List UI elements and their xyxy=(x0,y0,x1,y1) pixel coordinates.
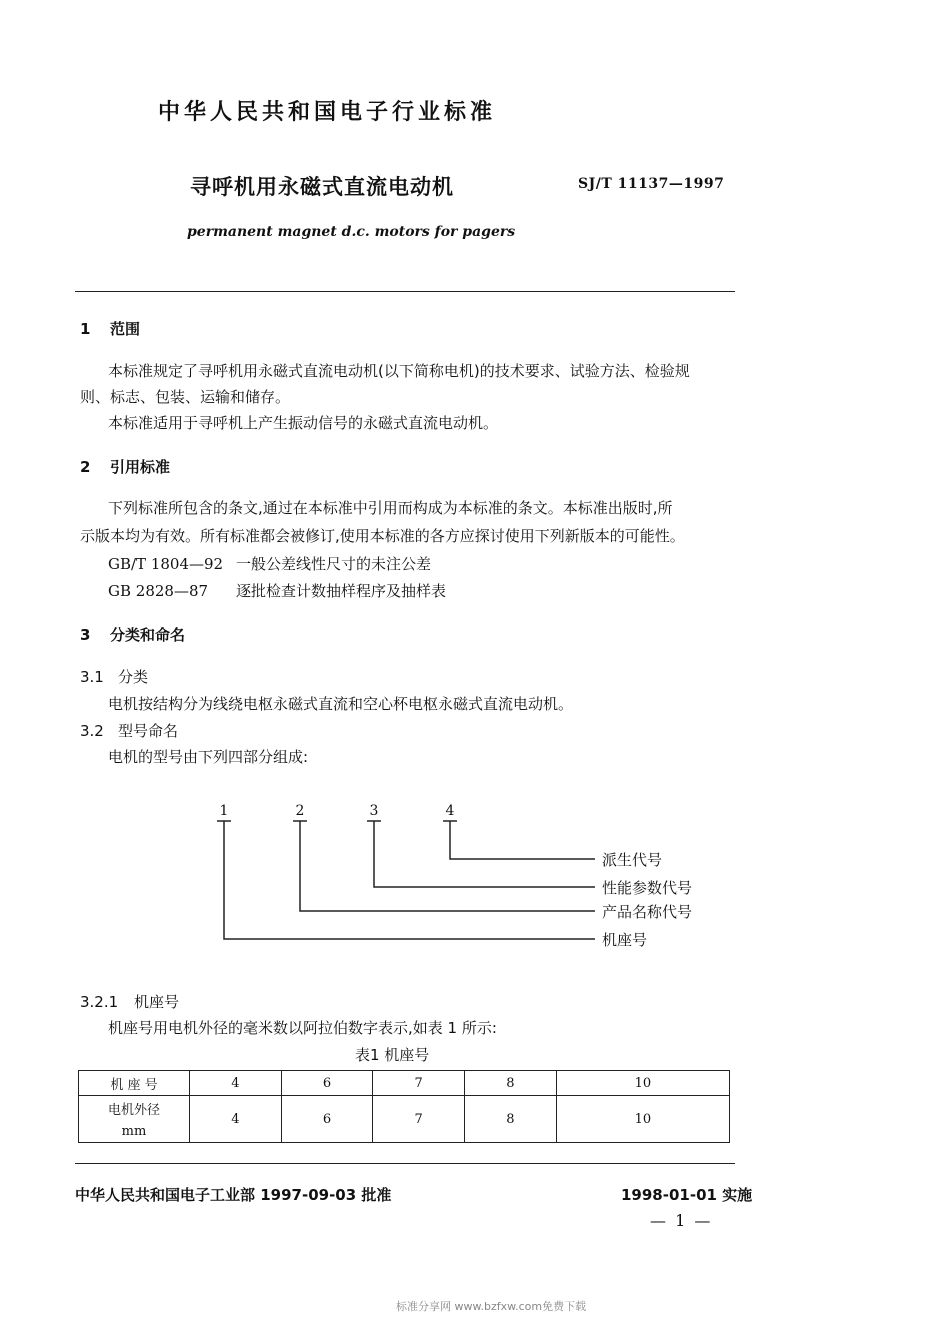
paragraph-line: 电机的型号由下列四部分组成: xyxy=(108,748,309,766)
table-caption: 表1 机座号 xyxy=(355,1046,430,1064)
diagram-label-product-name-code: 产品名称代号 xyxy=(602,903,693,921)
document-title: 寻呼机用永磁式直流电动机 xyxy=(190,175,454,199)
table-cell: 4 xyxy=(190,1096,282,1143)
subsection-number: 3.1 xyxy=(80,668,104,686)
header-divider xyxy=(75,291,735,292)
subsection-number: 3.2.1 xyxy=(80,993,119,1011)
section-number: 1 xyxy=(80,320,91,338)
footer-divider xyxy=(75,1163,735,1164)
approval-line: 中华人民共和国电子工业部 1997-09-03 批准 xyxy=(75,1186,392,1204)
table-row xyxy=(79,1071,730,1096)
table-cell: 6 xyxy=(281,1071,373,1096)
table-cell: 8 xyxy=(465,1096,557,1143)
watermark: 标准分享网 www.bzfxw.com免费下载 xyxy=(396,1300,587,1313)
table-cell: 10 xyxy=(556,1071,729,1096)
reference-code: GB/T 1804—92 xyxy=(108,555,224,573)
diagram-label-performance-code: 性能参数代号 xyxy=(602,879,693,897)
section-title: 引用标准 xyxy=(110,458,171,476)
table-cell: 7 xyxy=(373,1071,465,1096)
table-cell: 7 xyxy=(373,1096,465,1143)
table-cell: 8 xyxy=(465,1071,557,1096)
reference-code: GB 2828—87 xyxy=(108,582,209,600)
paragraph-line: 机座号用电机外径的毫米数以阿拉伯数字表示,如表 1 所示: xyxy=(108,1019,497,1037)
paragraph-line: 本标准适用于寻呼机上产生振动信号的永磁式直流电动机。 xyxy=(108,414,499,432)
subsection-title: 型号命名 xyxy=(118,722,179,740)
row-header-unit: mm xyxy=(121,1124,147,1139)
leader-line-4 xyxy=(450,821,595,859)
paragraph-line: 本标准规定了寻呼机用永磁式直流电动机(以下简称电机)的技术要求、试验方法、检验规 xyxy=(108,362,690,380)
diagram-marker-3: 3 xyxy=(369,803,379,819)
paragraph-line: 则、标志、包装、运输和储存。 xyxy=(80,388,291,406)
diagram-label-frame-number: 机座号 xyxy=(602,931,648,949)
model-naming-diagram xyxy=(200,795,720,965)
section-number: 2 xyxy=(80,458,91,476)
leader-line-1 xyxy=(224,821,595,939)
diagram-marker-2: 2 xyxy=(295,803,305,819)
section-number: 3 xyxy=(80,626,91,644)
standard-code: SJ/T 11137—1997 xyxy=(578,176,725,192)
reference-title: 逐批检查计数抽样程序及抽样表 xyxy=(236,582,447,600)
leader-line-3 xyxy=(374,821,595,887)
table-row-header: 机 座 号 xyxy=(79,1071,190,1096)
paragraph-line: 电机按结构分为线绕电枢永磁式直流和空心杯电枢永磁式直流电动机。 xyxy=(108,695,574,713)
section-title: 范围 xyxy=(110,320,141,338)
section-1-heading xyxy=(80,318,140,339)
row-header-line: 电机外径 xyxy=(107,1103,160,1118)
table-cell: 10 xyxy=(556,1096,729,1143)
diagram-marker-1: 1 xyxy=(219,803,229,819)
org-header: 中华人民共和国电子行业标准 xyxy=(158,100,497,125)
diagram-label-derivative-code: 派生代号 xyxy=(602,851,663,869)
diagram-marker-4: 4 xyxy=(445,803,455,819)
subsection-title: 机座号 xyxy=(134,993,180,1011)
paragraph-line: 示版本均为有效。所有标准都会被修订,使用本标准的各方应探讨使用下列新版本的可能性。 xyxy=(80,527,685,545)
table-row-header xyxy=(79,1096,190,1143)
subsection-3-2-heading xyxy=(80,720,178,741)
subsection-3-2-1-heading xyxy=(80,991,179,1012)
section-title: 分类和命名 xyxy=(110,626,186,644)
leader-line-2 xyxy=(300,821,595,911)
table-row xyxy=(79,1096,730,1143)
subsection-3-1-heading xyxy=(80,666,148,687)
effective-date: 1998-01-01 实施 xyxy=(621,1186,753,1204)
reference-item xyxy=(108,553,431,574)
section-2-heading xyxy=(80,456,170,477)
english-title: permanent magnet d.c. motors for pagers xyxy=(187,224,516,240)
table-cell: 6 xyxy=(281,1096,373,1143)
page-number: — 1 — xyxy=(650,1211,713,1230)
paragraph-line: 下列标准所包含的条文,通过在本标准中引用而构成为本标准的条文。本标准出版时,所 xyxy=(108,499,673,517)
section-3-heading xyxy=(80,624,185,645)
reference-title: 一般公差线性尺寸的未注公差 xyxy=(236,555,432,573)
subsection-title: 分类 xyxy=(118,668,149,686)
reference-item xyxy=(108,580,446,601)
subsection-number: 3.2 xyxy=(80,722,104,740)
table-cell: 4 xyxy=(190,1071,282,1096)
frame-number-table xyxy=(78,1070,730,1143)
